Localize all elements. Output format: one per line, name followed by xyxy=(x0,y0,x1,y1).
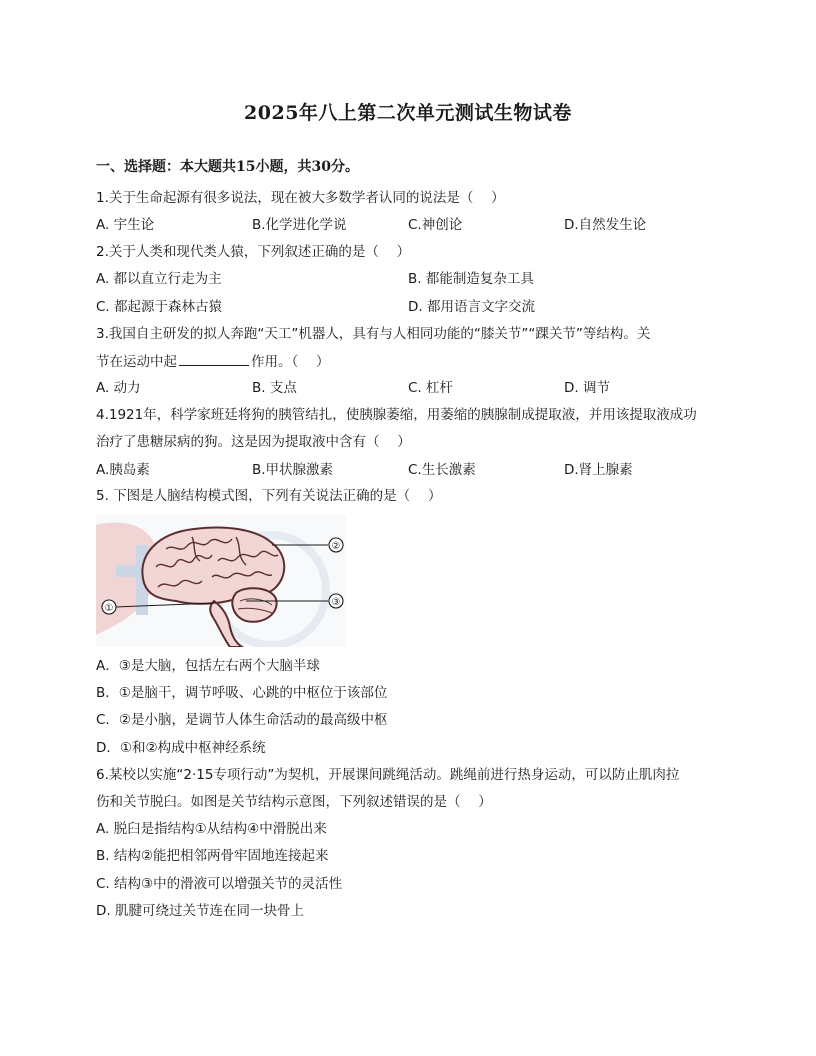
diagram-label-2: ② xyxy=(331,541,341,552)
question-4-stem-line2: 治疗了患糖尿病的狗。这是因为提取液中含有（ ） xyxy=(96,434,411,450)
question-1-option-d: D.自然发生论 xyxy=(564,217,647,233)
question-2-stem: 2.关于人类和现代类人猿，下列叙述正确的是（ ） xyxy=(96,244,411,260)
question-1-option-c: C.神创论 xyxy=(408,217,463,233)
question-5-option-c: C．②是小脑，是调节人体生命活动的最高级中枢 xyxy=(96,712,388,728)
question-2-option-d: D. 都用语言文字交流 xyxy=(408,299,535,315)
question-3-stem-line1: 3.我国自主研发的拟人奔跑“天工”机器人，具有与人相同功能的“膝关节”“踝关节”等结构。关 xyxy=(96,326,651,342)
question-1-option-b: B.化学进化学说 xyxy=(252,217,347,233)
cerebellum-shape xyxy=(232,588,276,622)
question-6-option-d: D. 肌腱可绕过关节连在同一块骨上 xyxy=(96,903,304,919)
question-6-option-c: C. 结构③中的滑液可以增强关节的灵活性 xyxy=(96,876,343,892)
question-6-stem-line2: 伤和关节脱臼。如图是关节结构示意图，下列叙述错误的是（ ） xyxy=(96,794,492,810)
question-4-option-a: A.胰岛素 xyxy=(96,462,150,478)
question-5-option-b: B．①是脑干，调节呼吸、心跳的中枢位于该部位 xyxy=(96,685,388,701)
page-title: 2025年八上第二次单元测试生物试卷 xyxy=(244,102,572,124)
question-2-option-a: A. 都以直立行走为主 xyxy=(96,271,222,287)
answer-blank xyxy=(179,351,249,366)
question-3-option-a: A. 动力 xyxy=(96,380,141,396)
question-2-option-b: B. 都能制造复杂工具 xyxy=(408,271,534,287)
brain-diagram xyxy=(96,515,346,647)
question-3-stem-text-a: 节在运动中起 xyxy=(96,354,177,370)
question-1-stem: 1.关于生命起源有很多说法，现在被大多数学者认同的说法是（ ） xyxy=(96,190,505,206)
diagram-label-1: ① xyxy=(104,603,114,614)
question-3-option-d: D. 调节 xyxy=(564,380,610,396)
question-6-stem-line1: 6.某校以实施“2·15专项行动”为契机，开展课间跳绳活动。跳绳前进行热身运动，可以防止肌肉拉 xyxy=(96,767,680,783)
question-5-option-a: A．③是大脑，包括左右两个大脑半球 xyxy=(96,658,320,674)
section-heading: 一、选择题：本大题共15小题，共30分。 xyxy=(96,159,359,175)
question-3-stem-text-b: 作用。（ ） xyxy=(251,354,330,370)
question-3-stem-line2 xyxy=(96,351,330,372)
question-6-option-a: A. 脱臼是指结构①从结构④中滑脱出来 xyxy=(96,821,327,837)
diagram-label-3: ③ xyxy=(331,597,341,608)
question-6-option-b: B. 结构②能把相邻两骨牢固地连接起来 xyxy=(96,848,329,864)
question-2-option-c: C. 都起源于森林古猿 xyxy=(96,299,223,315)
question-3-option-c: C. 杠杆 xyxy=(408,380,454,396)
question-4-option-b: B.甲状腺激素 xyxy=(252,462,334,478)
question-3-option-b: B. 支点 xyxy=(252,380,297,396)
question-4-option-d: D.肾上腺素 xyxy=(564,462,633,478)
question-5-option-d: D．①和②构成中枢神经系统 xyxy=(96,740,266,756)
question-4-stem-line1: 4.1921年，科学家班廷将狗的胰管结扎，使胰腺萎缩，用萎缩的胰腺制成提取液，并用该提取液成功 xyxy=(96,407,697,423)
question-4-option-c: C.生长激素 xyxy=(408,462,476,478)
question-1-option-a: A. 宇生论 xyxy=(96,217,155,233)
question-5-stem: 5. 下图是人脑结构模式图，下列有关说法正确的是（ ） xyxy=(96,488,442,504)
